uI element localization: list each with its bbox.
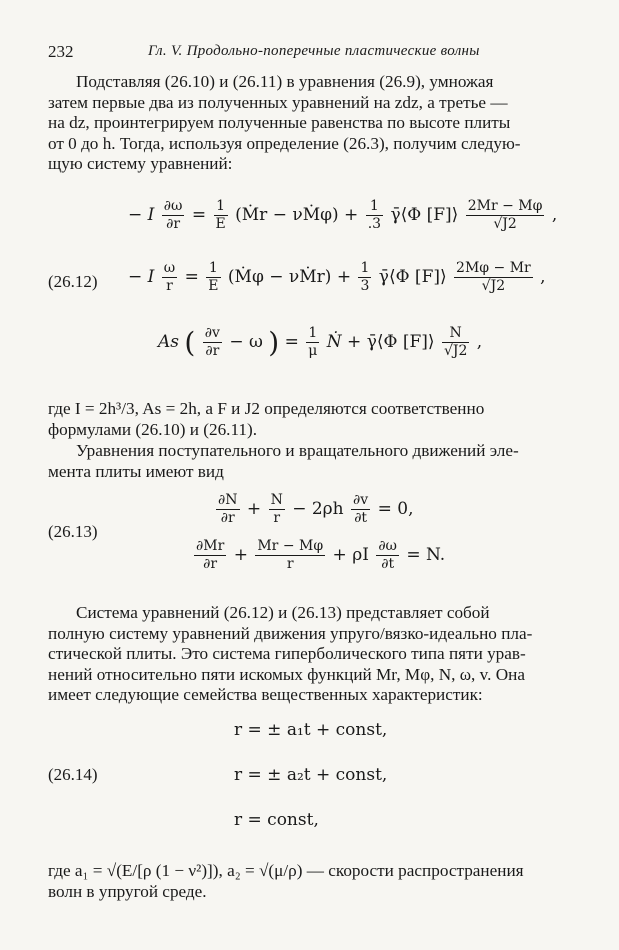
paragraph-definitions bbox=[48, 399, 572, 440]
text-line: щую систему уравнений: bbox=[48, 154, 233, 173]
text-line: имеет следующие семейства вещественных характеристик: bbox=[48, 685, 483, 704]
text-line: Уравнения поступательного и вращательного движений эле- bbox=[76, 441, 519, 460]
text-line: где a₁ = √(E/[ρ (1 − ν²)]), a₂ = √(μ/ρ) — скорости распространения bbox=[48, 861, 524, 880]
text-line: мента плиты имеют вид bbox=[48, 461, 224, 481]
text-line: где I = 2h³/3, As = 2h, а F и J2 определяются соответственно bbox=[48, 399, 485, 418]
paragraph-motion bbox=[48, 441, 572, 482]
equation-26-13-line-2: $\frac{\partial Mr}{\partial r}$ + $\frac{Mr - M\varphi}{r}$ + ρI $\frac{\partial\omega}{\partial t}$ = N. bbox=[196, 538, 446, 572]
equation-26-14-line-1: r = ± a₁t + const, bbox=[234, 720, 388, 740]
page-header bbox=[48, 42, 572, 66]
text-line: затем первые два из полученных уравнений на zdz, а третье — bbox=[48, 92, 508, 112]
paragraph-speeds bbox=[48, 861, 572, 902]
equation-26-14-line-2: r = ± a₂t + const, bbox=[234, 765, 388, 785]
text-line: Подставляя (26.10) и (26.11) в уравнения (26.9), умножая bbox=[76, 72, 494, 91]
text-line: стической плиты. Это система гиперболического типа пяти урав- bbox=[48, 644, 526, 663]
equation-number-26-14: (26.14) bbox=[48, 765, 98, 784]
text-line: волн в упругой среде. bbox=[48, 881, 207, 901]
equation-26-12-line-2: − I $\frac{\omega}{r}$ = $\frac{1}{E}$ (Ṁφ − νṀr) + $\frac{1}{3}$ γ̄⟨Φ [F]⟩ $\frac{2M\varphi - Mr}{√J2}$ , bbox=[128, 260, 546, 294]
equation-number-26-12: (26.12) bbox=[48, 272, 98, 291]
equation-26-14-line-3: r = const, bbox=[234, 810, 319, 830]
text-line: от 0 до h. Тогда, используя определение (26.3), получим следую- bbox=[48, 133, 521, 153]
text-line: полную систему уравнений движения упруго/вязко-идеально пла- bbox=[48, 623, 533, 643]
text-line: формулами (26.10) и (26.11). bbox=[48, 419, 258, 439]
equation-number-26-13: (26.13) bbox=[48, 522, 98, 541]
paragraph-system bbox=[48, 603, 572, 706]
page-number: 232 bbox=[48, 42, 74, 61]
equation-26-13-line-1: $\frac{\partial N}{\partial r}$ + $\frac{N}{r}$ − 2ρh $\frac{\partial v}{\partial t}$ = 0, bbox=[218, 492, 414, 526]
text-line: нений относительно пяти искомых функций Mr, Mφ, N, ω, v. Она bbox=[48, 664, 525, 684]
text-line: Система уравнений (26.12) и (26.13) представляет собой bbox=[76, 603, 490, 622]
equation-26-12-line-1: − I $\frac{\partial\omega}{\partial r}$ = $\frac{1}{E}$ (Ṁr − νṀφ) + $\frac{1}{.3}$ γ̄⟨Φ [F]⟩ $\frac{2Mr - M\varphi}{√J2}$ , bbox=[128, 198, 558, 232]
paragraph-intro bbox=[48, 72, 572, 175]
text-line: на dz, проинтегрируем полученные равенства по высоте плиты bbox=[48, 113, 511, 132]
running-title: Гл. V. Продольно-поперечные пластические волны bbox=[148, 43, 480, 59]
equation-26-12-line-3: As ( $\frac{\partial v}{\partial r}$ − ω ) = $\frac{1}{\mu}$ Ṅ + γ̄⟨Φ [F]⟩ $\frac{N}{√J2}$ , bbox=[158, 325, 483, 359]
